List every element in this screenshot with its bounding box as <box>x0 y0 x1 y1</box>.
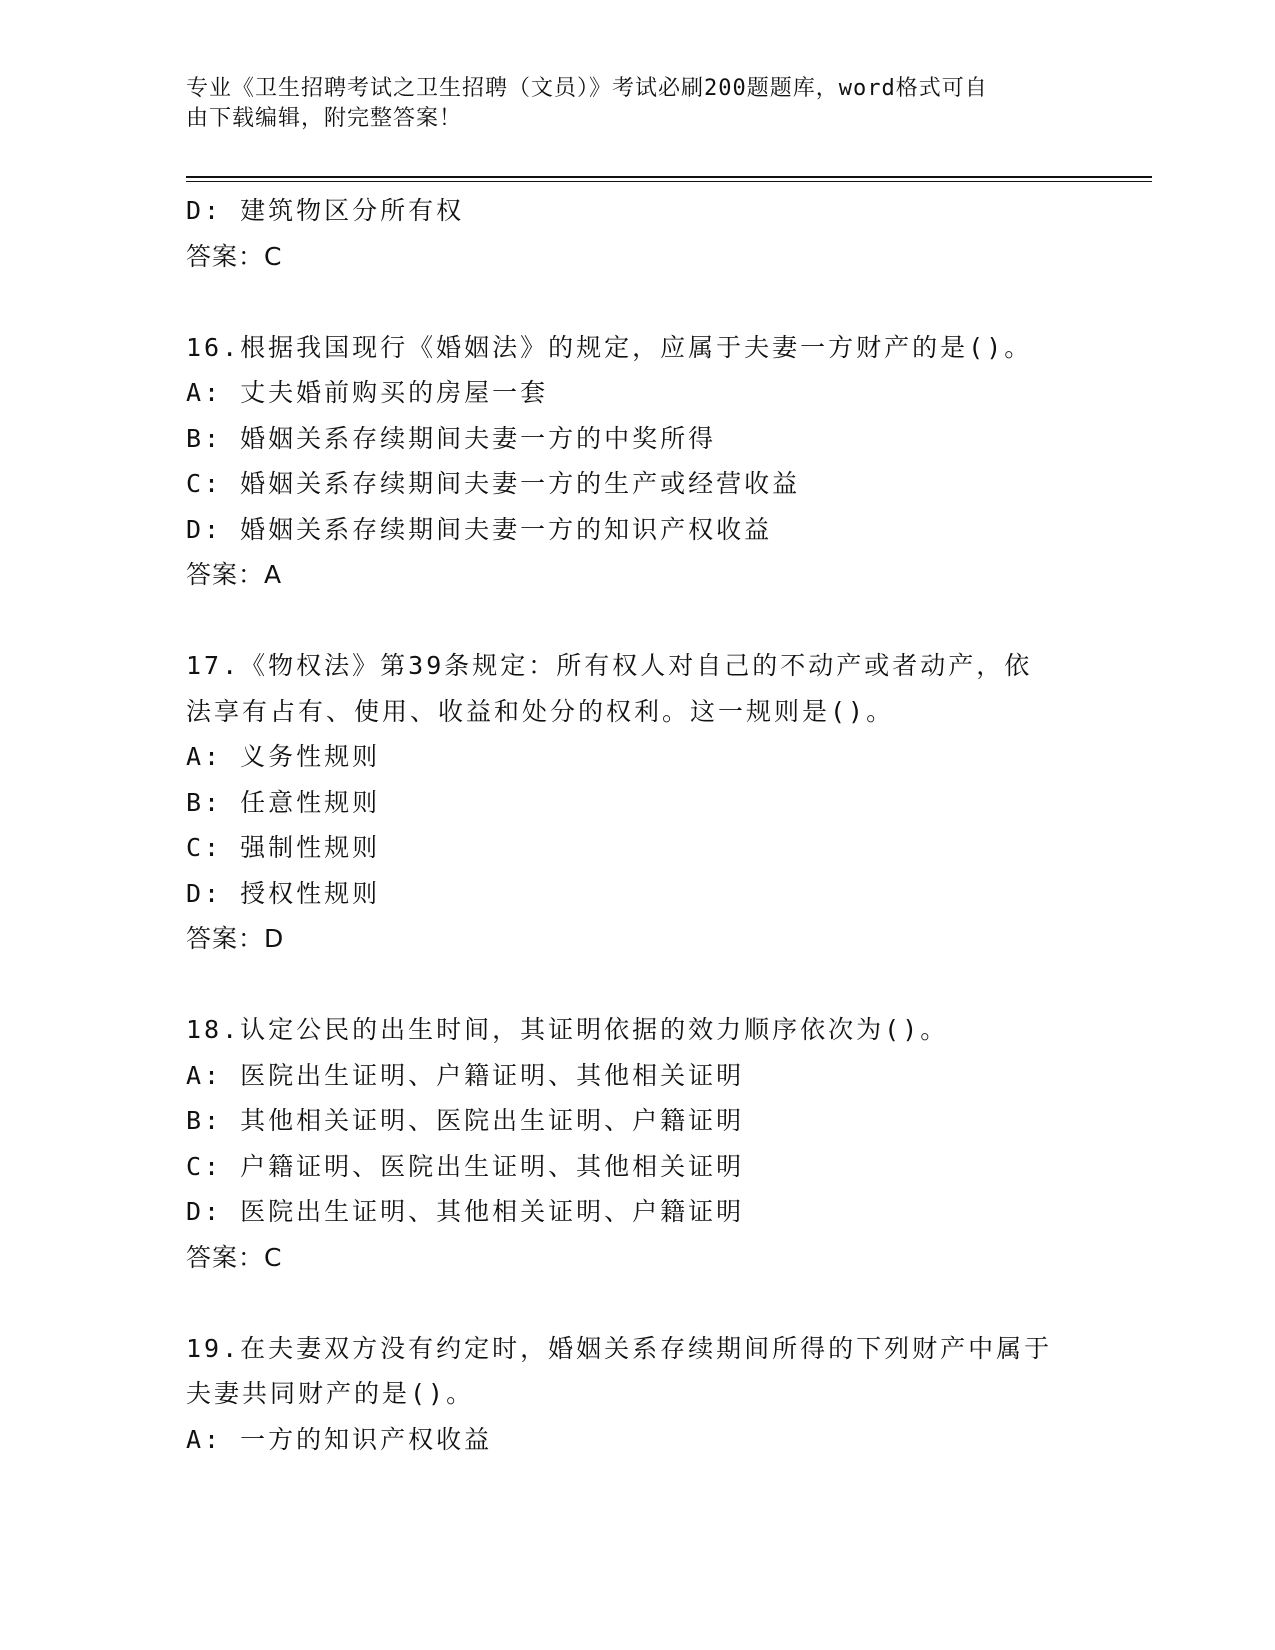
answer-line: 答案：D <box>186 924 285 953</box>
answer-line: 答案：A <box>186 560 283 589</box>
header-line-2: 由下载编辑，附完整答案！ <box>186 106 463 131</box>
question-stem: 16.根据我国现行《婚姻法》的规定，应属于夫妻一方财产的是()。 <box>186 332 1033 362</box>
option-a: A: 丈夫婚前购买的房屋一套 <box>186 378 549 407</box>
spacer <box>186 1280 1086 1326</box>
option-a: A: 义务性规则 <box>186 742 381 771</box>
question-16 <box>186 325 1086 598</box>
question-stem: 19.在夫妻双方没有约定时，婚姻关系存续期间所得的下列财产中属于 <box>186 1333 1053 1363</box>
answer-line: 答案：C <box>186 241 283 271</box>
question-17 <box>186 643 1086 962</box>
option-c: C: 户籍证明、医院出生证明、其他相关证明 <box>186 1151 745 1181</box>
header-divider-thin <box>186 181 1152 182</box>
option-c: C: 婚姻关系存续期间夫妻一方的生产或经营收益 <box>186 469 801 498</box>
question-stem: 18.认定公民的出生时间，其证明依据的效力顺序依次为()。 <box>186 1015 949 1044</box>
option-d: D: 建筑物区分所有权 <box>186 196 465 225</box>
option-d: D: 授权性规则 <box>186 878 381 908</box>
document-body <box>186 188 1086 1462</box>
option-a: A: 医院出生证明、户籍证明、其他相关证明 <box>186 1060 745 1090</box>
header-line-1: 专业《卫生招聘考试之卫生招聘（文员）》考试必刷200题题库，word格式可自 <box>186 76 988 101</box>
option-c: C: 强制性规则 <box>186 833 381 862</box>
question-19 <box>186 1326 1086 1463</box>
spacer <box>186 962 1086 1008</box>
option-b: B: 婚姻关系存续期间夫妻一方的中奖所得 <box>186 423 717 453</box>
question-stem-continued: 夫妻共同财产的是()。 <box>186 1379 475 1408</box>
option-d: D: 医院出生证明、其他相关证明、户籍证明 <box>186 1197 745 1226</box>
option-a: A: 一方的知识产权收益 <box>186 1424 493 1454</box>
option-b: B: 任意性规则 <box>186 787 381 817</box>
question-18 <box>186 1007 1086 1280</box>
question-stem: 17.《物权法》第39条规定：所有权人对自己的不动产或者动产，依 <box>186 651 1033 680</box>
header-divider <box>186 176 1152 178</box>
answer-line: 答案：C <box>186 1242 283 1272</box>
option-b: B: 其他相关证明、医院出生证明、户籍证明 <box>186 1106 745 1135</box>
option-d: D: 婚姻关系存续期间夫妻一方的知识产权收益 <box>186 514 773 544</box>
spacer <box>186 598 1086 644</box>
question-stem-continued: 法享有占有、使用、收益和处分的权利。这一规则是()。 <box>186 696 895 726</box>
spacer <box>186 279 1086 325</box>
page-header <box>186 74 1066 134</box>
